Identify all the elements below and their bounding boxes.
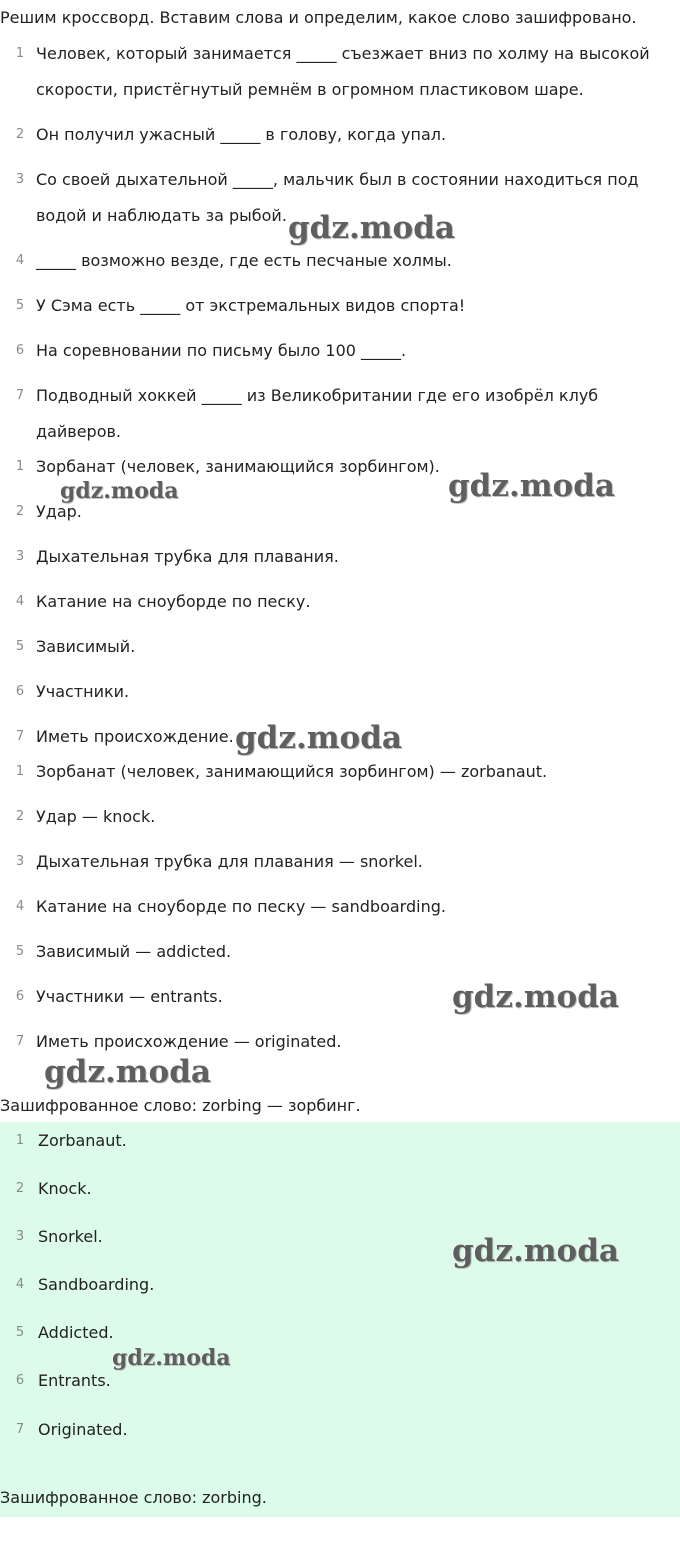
answer-number: 4 bbox=[15, 1277, 25, 1292]
solution-text: Катание на сноуборде по песку — sandboarding. bbox=[36, 897, 446, 916]
answer-text: Originated. bbox=[38, 1420, 128, 1439]
answer-text: Entrants. bbox=[38, 1371, 111, 1390]
question-number: 2 bbox=[15, 127, 25, 142]
question-text: _____ возможно везде, где есть песчаные холмы. bbox=[36, 251, 452, 270]
question-text: Подводный хоккей _____ из Великобритании где его изобрёл клуб дайверов. bbox=[36, 386, 599, 441]
answer-text: Snorkel. bbox=[38, 1227, 103, 1246]
answer-number: 3 bbox=[15, 1229, 25, 1244]
question-number: 5 bbox=[15, 298, 25, 313]
intro-text: Решим кроссворд. Вставим слова и определим, какое слово зашифровано. bbox=[0, 8, 637, 27]
translation-text: Зорбанат (человек, занимающийся зорбингом). bbox=[36, 457, 440, 476]
solution-text: Зависимый — addicted. bbox=[36, 942, 232, 961]
solution-text: Дыхательная трубка для плавания — snorkel. bbox=[36, 852, 423, 871]
translation-number: 3 bbox=[15, 549, 25, 564]
watermark-logo: gdz.moda bbox=[60, 478, 179, 504]
watermark-logo: gdz.moda bbox=[112, 1345, 231, 1371]
translation-number: 4 bbox=[15, 594, 25, 609]
watermark-logo: gdz.moda bbox=[448, 468, 615, 504]
solution-text: Участники — entrants. bbox=[36, 987, 223, 1006]
solution-text: Удар — knock. bbox=[36, 807, 156, 826]
translation-text: Иметь происхождение. bbox=[36, 727, 234, 746]
question-number: 4 bbox=[15, 253, 25, 268]
answer-text: Sandboarding. bbox=[38, 1275, 155, 1294]
answer-number: 2 bbox=[15, 1181, 25, 1196]
translation-text: Дыхательная трубка для плавания. bbox=[36, 547, 339, 566]
answer-text: Zorbanaut. bbox=[38, 1131, 127, 1150]
solution-number: 5 bbox=[15, 944, 25, 959]
answer-number: 1 bbox=[15, 1133, 25, 1148]
question-number: 1 bbox=[15, 46, 25, 61]
question-text: Со своей дыхательной _____, мальчик был в состоянии находиться под водой и наблюдать за рыбой. bbox=[36, 170, 639, 225]
question-text: Он получил ужасный _____ в голову, когда упал. bbox=[36, 125, 447, 144]
answer-text: Addicted. bbox=[38, 1323, 114, 1342]
answer-text: Knock. bbox=[38, 1179, 92, 1198]
answer-number: 6 bbox=[15, 1373, 25, 1388]
question-number: 3 bbox=[15, 172, 25, 187]
translation-number: 7 bbox=[15, 729, 25, 744]
watermark-logo: gdz.moda bbox=[452, 979, 619, 1015]
solution-number: 3 bbox=[15, 854, 25, 869]
question-text: У Сэма есть _____ от экстремальных видов спорта! bbox=[36, 296, 466, 315]
translation-text: Удар. bbox=[36, 502, 82, 521]
answer-number: 7 bbox=[15, 1422, 25, 1437]
solution-number: 4 bbox=[15, 899, 25, 914]
solution-text: Зорбанат (человек, занимающийся зорбингом) — zorbanaut. bbox=[36, 762, 548, 781]
watermark-logo: gdz.moda bbox=[235, 720, 402, 756]
translation-text: Катание на сноуборде по песку. bbox=[36, 592, 311, 611]
solution-number: 2 bbox=[15, 809, 25, 824]
question-text: На соревновании по письму было 100 _____. bbox=[36, 341, 407, 360]
translation-number: 1 bbox=[15, 459, 25, 474]
translation-number: 5 bbox=[15, 639, 25, 654]
solution-number: 7 bbox=[15, 1034, 25, 1049]
translation-number: 6 bbox=[15, 684, 25, 699]
watermark-logo: gdz.moda bbox=[452, 1233, 619, 1269]
solution-text: Иметь происхождение — originated. bbox=[36, 1032, 342, 1051]
encrypted-word-ru: Зашифрованное слово: zorbing — зорбинг. bbox=[0, 1096, 361, 1115]
watermark-logo: gdz.moda bbox=[288, 210, 455, 246]
answer-number: 5 bbox=[15, 1325, 25, 1340]
question-text: Человек, который занимается _____ съезжает вниз по холму на высокой скорости, пристёгнутый ремнём в огромном пластиковом шаре. bbox=[36, 44, 650, 99]
solution-number: 1 bbox=[15, 764, 25, 779]
translation-number: 2 bbox=[15, 504, 25, 519]
watermark-logo: gdz.moda bbox=[44, 1054, 211, 1090]
solution-number: 6 bbox=[15, 989, 25, 1004]
translation-text: Зависимый. bbox=[36, 637, 136, 656]
answer-block bbox=[0, 1122, 680, 1517]
encrypted-word-answer: Зашифрованное слово: zorbing. bbox=[0, 1488, 267, 1507]
question-number: 7 bbox=[15, 388, 25, 403]
question-number: 6 bbox=[15, 343, 25, 358]
translation-text: Участники. bbox=[36, 682, 130, 701]
